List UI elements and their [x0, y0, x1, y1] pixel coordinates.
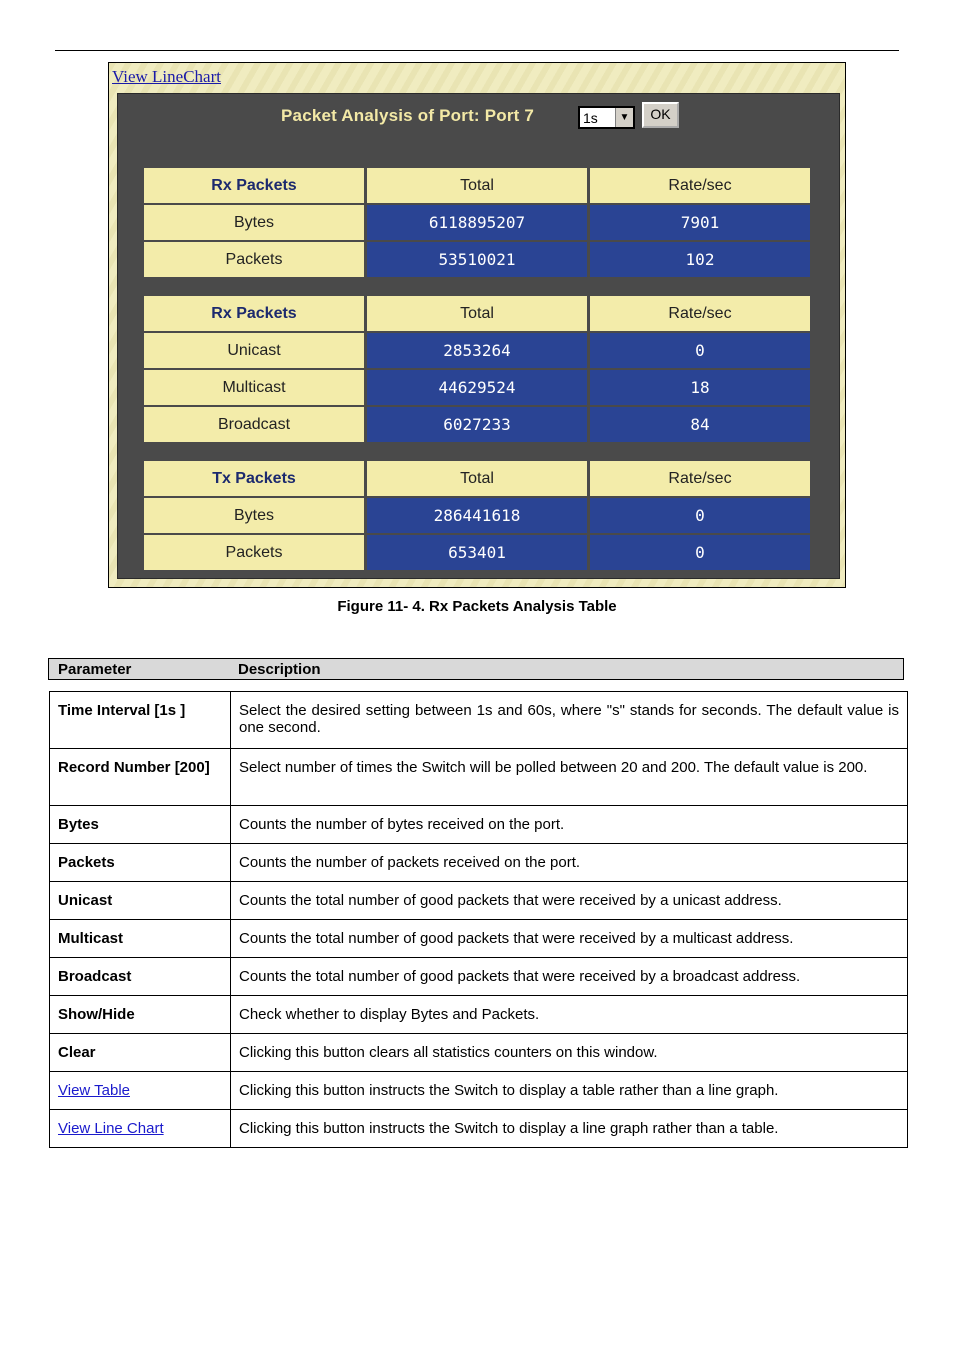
- panel-title: Packet Analysis of Port: Port 7: [281, 106, 535, 125]
- table-header-row: [144, 168, 810, 203]
- row-label: Bytes: [144, 205, 364, 240]
- table-row: [50, 882, 908, 920]
- table-row: [144, 535, 810, 570]
- parameter-name: Multicast: [50, 920, 231, 958]
- total-value: 653401: [367, 535, 587, 570]
- parameter-description: Counts the total number of good packets that were received by a broadcast address.: [231, 958, 908, 996]
- total-value: 2853264: [367, 333, 587, 368]
- row-label: Unicast: [144, 333, 364, 368]
- header-cell: Total: [367, 296, 587, 331]
- table-row: [50, 806, 908, 844]
- header-cell: Rate/sec: [590, 461, 810, 496]
- parameter-description: Check whether to display Bytes and Packets.: [231, 996, 908, 1034]
- parameter-name: Unicast: [50, 882, 231, 920]
- figure-caption: Figure 11- 4. Rx Packets Analysis Table: [337, 598, 617, 615]
- parameter-description: Clicking this button instructs the Switch to display a line graph rather than a table.: [231, 1110, 908, 1148]
- header-cell: Rate/sec: [590, 168, 810, 203]
- table-row: [50, 692, 908, 749]
- rate-value: 18: [590, 370, 810, 405]
- row-label: Multicast: [144, 370, 364, 405]
- total-value: 6118895207: [367, 205, 587, 240]
- row-label: Broadcast: [144, 407, 364, 442]
- description-column-title: Description: [238, 661, 321, 678]
- table-row: [50, 1072, 908, 1110]
- parameter-name: Bytes: [50, 806, 231, 844]
- parameter-description: Clicking this button instructs the Switch to display a table rather than a line graph.: [231, 1072, 908, 1110]
- table-row: [144, 242, 810, 277]
- total-value: 44629524: [367, 370, 587, 405]
- parameter-description: Counts the total number of good packets that were received by a unicast address.: [231, 882, 908, 920]
- parameter-table: [49, 691, 908, 1148]
- rx-cast-table: [141, 294, 813, 444]
- table-header-row: [144, 461, 810, 496]
- table-row: [50, 749, 908, 806]
- table-row: [50, 1110, 908, 1148]
- screenshot-frame: [108, 62, 846, 588]
- rate-value: 7901: [590, 205, 810, 240]
- rate-value: 0: [590, 535, 810, 570]
- top-rule: [55, 50, 899, 51]
- header-cell: Tx Packets: [144, 461, 364, 496]
- table-row: [50, 1034, 908, 1072]
- parameter-name: Packets: [50, 844, 231, 882]
- table-row: [50, 958, 908, 996]
- rate-value: 84: [590, 407, 810, 442]
- rate-value: 0: [590, 333, 810, 368]
- total-value: 6027233: [367, 407, 587, 442]
- parameter-description: Counts the total number of good packets that were received by a multicast address.: [231, 920, 908, 958]
- rx-bytes-table: [141, 166, 813, 279]
- table-row: [144, 370, 810, 405]
- chevron-down-icon[interactable]: ▼: [615, 108, 633, 127]
- parameter-description: Select number of times the Switch will be polled between 20 and 200. The default value is 200.: [231, 749, 908, 806]
- total-value: 53510021: [367, 242, 587, 277]
- header-cell: Rx Packets: [144, 296, 364, 331]
- interval-select[interactable]: [578, 106, 635, 129]
- table-row: [144, 407, 810, 442]
- table-row: [50, 920, 908, 958]
- table-row: [50, 996, 908, 1034]
- parameter-name: Time Interval [1s ]: [50, 692, 231, 749]
- tx-table: [141, 459, 813, 572]
- view-table-link[interactable]: View Table: [58, 1082, 130, 1099]
- view-line-chart-link[interactable]: View Line Chart: [58, 1120, 164, 1137]
- parameter-description: Counts the number of packets received on the port.: [231, 844, 908, 882]
- parameter-name: Clear: [50, 1034, 231, 1072]
- parameter-name: Broadcast: [50, 958, 231, 996]
- header-cell: Rate/sec: [590, 296, 810, 331]
- header-cell: Total: [367, 168, 587, 203]
- parameter-name-cell: [50, 1110, 231, 1148]
- interval-value: 1s: [583, 110, 598, 126]
- row-label: Packets: [144, 535, 364, 570]
- rate-value: 102: [590, 242, 810, 277]
- ok-button[interactable]: OK: [642, 102, 679, 128]
- rate-value: 0: [590, 498, 810, 533]
- total-value: 286441618: [367, 498, 587, 533]
- table-header-row: [144, 296, 810, 331]
- parameter-name-cell: [50, 1072, 231, 1110]
- table-row: [144, 205, 810, 240]
- table-row: [50, 844, 908, 882]
- packet-analysis-panel: [117, 93, 840, 579]
- header-cell: Rx Packets: [144, 168, 364, 203]
- parameter-description: Select the desired setting between 1s and 60s, where "s" stands for seconds. The default value is one second.: [231, 692, 908, 749]
- table-row: [144, 333, 810, 368]
- parameter-description: Clicking this button clears all statistics counters on this window.: [231, 1034, 908, 1072]
- row-label: Bytes: [144, 498, 364, 533]
- parameter-name: Show/Hide: [50, 996, 231, 1034]
- table-row: [144, 498, 810, 533]
- parameter-table-header: [48, 658, 904, 680]
- row-label: Packets: [144, 242, 364, 277]
- parameter-column-title: Parameter: [58, 661, 132, 678]
- parameter-name: Record Number [200]: [50, 749, 231, 806]
- header-cell: Total: [367, 461, 587, 496]
- parameter-description: Counts the number of bytes received on the port.: [231, 806, 908, 844]
- view-linechart-link[interactable]: View LineChart: [112, 67, 221, 86]
